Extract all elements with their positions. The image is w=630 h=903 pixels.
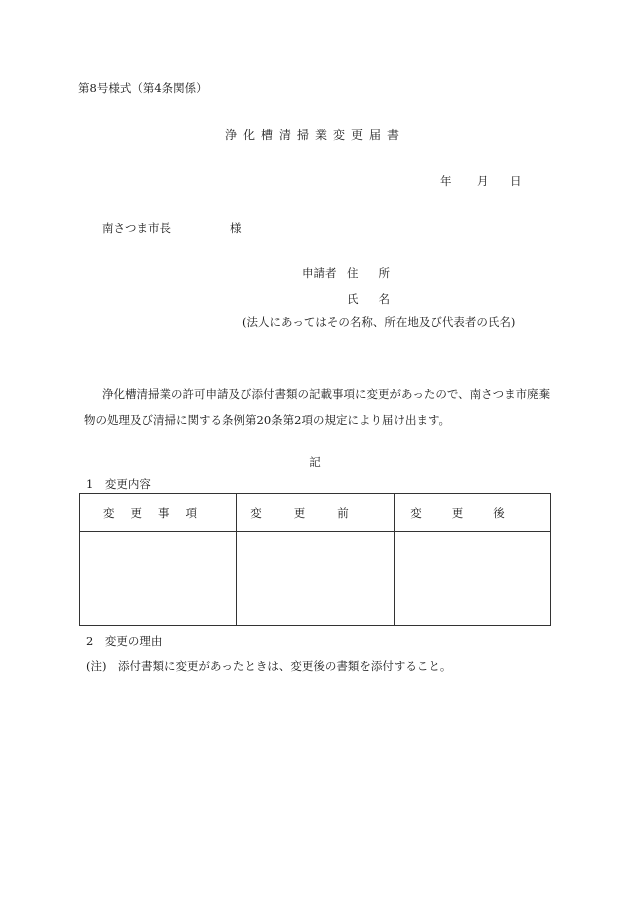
document-title: 浄化槽清掃業変更届書 (224, 128, 405, 142)
attachment-note: (注) 添付書類に変更があったときは、変更後の書類を添付すること。 (86, 659, 452, 673)
addressee-name: 南さつま市長 (102, 221, 171, 235)
addressee-honorific: 様 (230, 221, 242, 235)
header-after-change: 変更後 (395, 494, 551, 532)
section-change-reason: 2 変更の理由 (86, 634, 163, 648)
date-year: 年 (440, 174, 452, 188)
section-change-details: 1 変更内容 (86, 477, 151, 491)
form-number: 第8号様式（第4条関係） (78, 81, 208, 95)
corporate-note: (法人にあってはその名称、所在地及び代表者の氏名) (242, 315, 516, 329)
applicant-label: 申請者 (302, 266, 337, 280)
date-month: 月 (477, 174, 489, 188)
table-header-row (80, 494, 551, 532)
cell-change-item[interactable] (80, 532, 237, 626)
table-row (80, 532, 551, 626)
ki-heading: 記 (309, 455, 321, 469)
cell-after-change[interactable] (395, 532, 551, 626)
date-day: 日 (510, 174, 522, 188)
body-paragraph: 浄化槽清掃業の許可申請及び添付書類の記載事項に変更があったので、南さつま市廃棄物の処理及び清掃に関する条例第20条第2項の規定により届け出ます。 (84, 387, 551, 427)
header-before-change: 変更前 (237, 494, 395, 532)
header-change-item: 変更事項 (80, 494, 237, 532)
changes-table (79, 493, 551, 626)
address-label: 住所 (347, 266, 410, 280)
cell-before-change[interactable] (237, 532, 395, 626)
name-label: 氏名 (347, 292, 410, 306)
